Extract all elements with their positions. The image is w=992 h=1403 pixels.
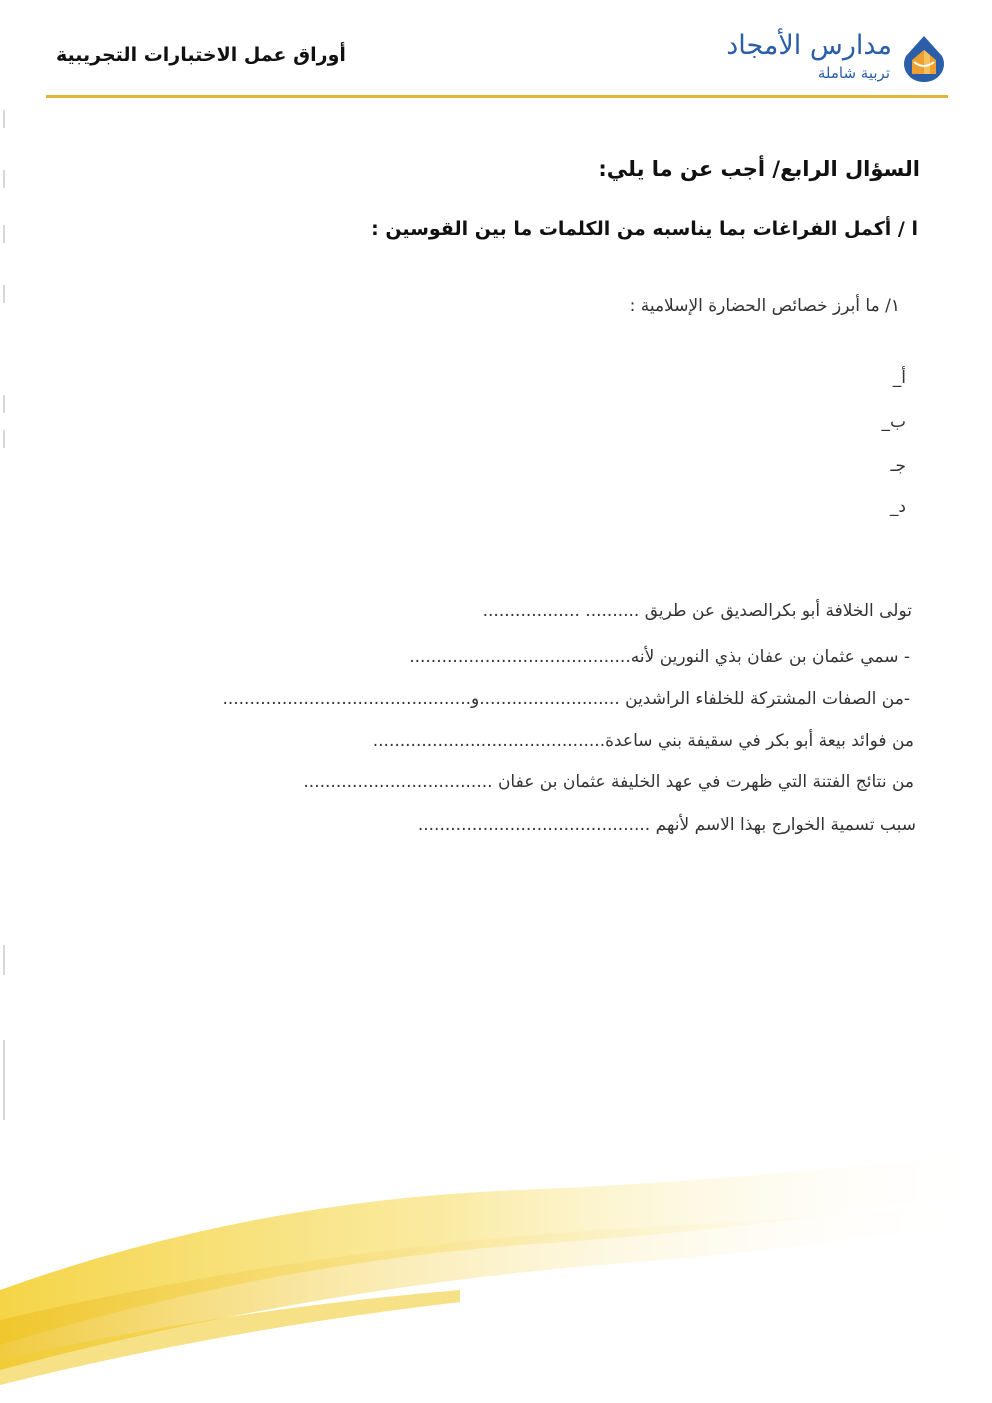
answer-letter: د_ — [889, 497, 906, 517]
logo-tagline: تربية شاملة — [817, 64, 890, 82]
logo-name: مدارس الأمجاد — [726, 30, 892, 61]
fill-in-line: من فوائد بيعة أبو بكر في سقيفة بني ساعدة........................................... — [372, 731, 914, 751]
fill-in-line: - سمي عثمان بن عفان بذي النورين لأنه......................................... — [409, 647, 910, 667]
school-emblem-icon — [900, 34, 948, 84]
fill-in-line: -من الصفات المشتركة للخلفاء الراشدين ..........................و.............................................. — [222, 689, 910, 709]
answer-letter: جـ — [890, 456, 906, 476]
scan-mark — [3, 225, 5, 243]
fill-in-line: سبب تسمية الخوارج بهذا الاسم لأنهم ........................................... — [417, 815, 916, 835]
scan-mark — [3, 170, 5, 188]
school-logo — [728, 30, 948, 88]
scan-mark — [3, 430, 5, 448]
fill-in-line: تولى الخلافة أبو بكرالصديق عن طريق .......... .................. — [482, 601, 912, 621]
scan-mark — [3, 110, 5, 128]
answer-letter: ب_ — [881, 412, 906, 432]
answer-letter: أ_ — [892, 368, 906, 388]
scan-mark — [3, 285, 5, 303]
decorative-wave — [0, 1080, 992, 1403]
header-divider — [46, 95, 948, 98]
sub-question: ١/ ما أبرز خصائص الحضارة الإسلامية : — [629, 296, 900, 316]
question-title: السؤال الرابع/ أجب عن ما يلي: — [598, 157, 920, 181]
page-header-title: أوراق عمل الاختبارات التجريبية — [56, 44, 346, 66]
scan-mark — [3, 945, 5, 975]
question-instruction: ا / أكمل الفراغات بما يناسبه من الكلمات ما بين القوسين : — [371, 218, 918, 240]
scan-mark — [3, 395, 5, 413]
fill-in-line: من نتائج الفتنة التي ظهرت في عهد الخليفة عثمان بن عفان ................................... — [303, 772, 914, 792]
